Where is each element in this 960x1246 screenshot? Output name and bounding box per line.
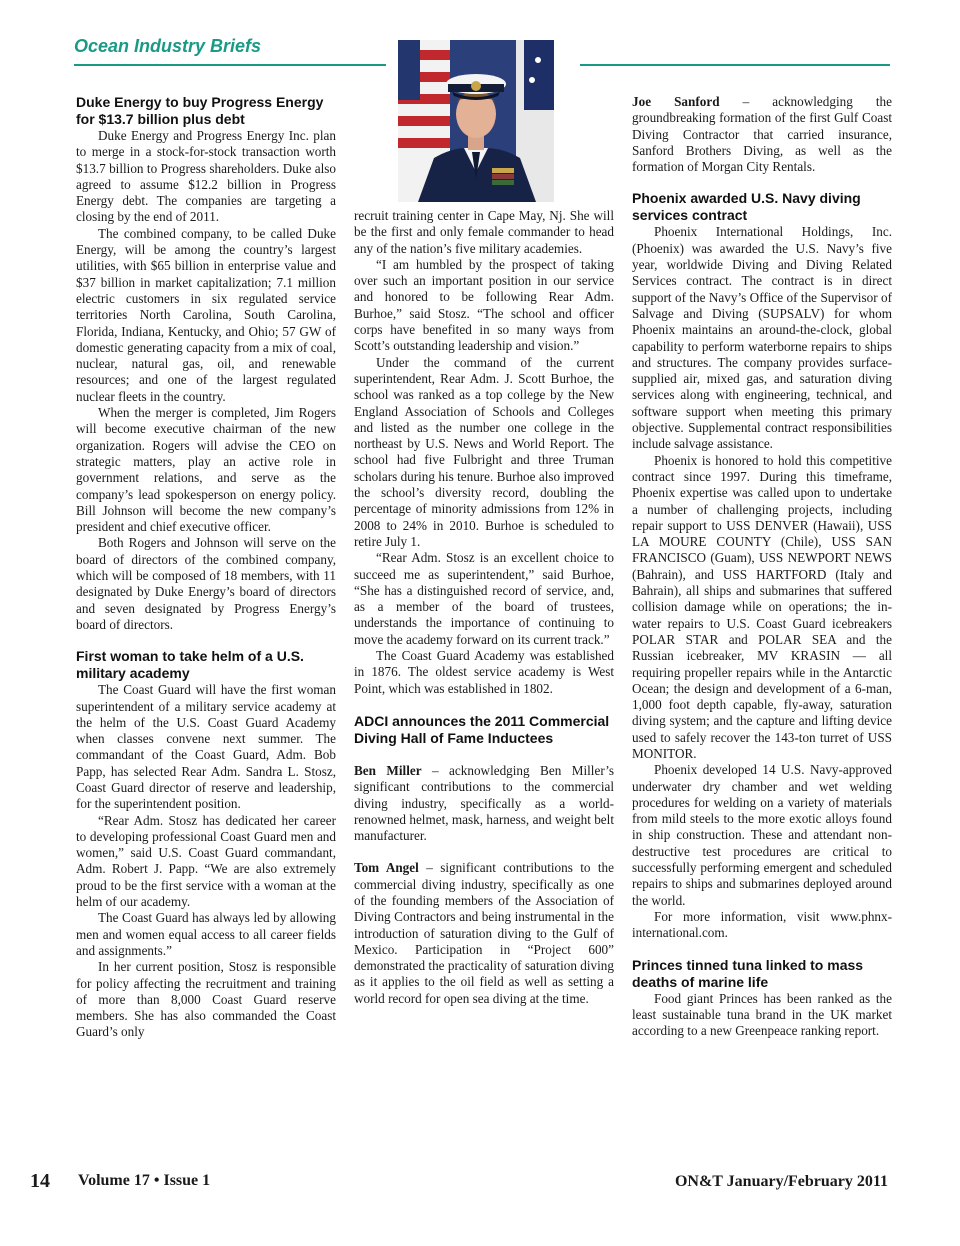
inductee-description: – acknowledging Ben Miller’s significant contributions to the commercial diving industry, specifically as a world-renowned helmet, mask, harness, and weight belt manufacturer.: [354, 762, 614, 844]
article-paragraph: Phoenix developed 14 U.S. Navy-approved underwater dry chamber and wet welding procedures for welding on a variety of materials from mild steels to the more exotic alloys found in ship construction. These and attendant non-destructive test procedures are critical to successfully performing emergent and scheduled repairs to ships and submarines deployed around the world.: [632, 762, 892, 908]
article-paragraph: In her current position, Stosz is responsible for policy affecting the recruitment and training of more than 8,000 Coast Guard reserve members. She has also commanded the Coast Guard’s only: [76, 959, 336, 1040]
volume-issue: Volume 17 • Issue 1: [78, 1172, 211, 1189]
article-paragraph: “Rear Adm. Stosz has dedicated her career to developing professional Coast Guard men and women,” said U.S. Coast Guard commandant, Adm. Robert J. Papp. “We are also extremely proud to be the first service with a woman at the helm of our academy.: [76, 812, 336, 910]
article-paragraph: The Coast Guard Academy was established in 1876. The oldest service academy is West Point, which was established in 1802.: [354, 648, 614, 696]
headline-coast-guard: First woman to take helm of a U.S. military academy: [76, 648, 304, 682]
portrait-illustration: [398, 40, 554, 202]
page-number: 14: [30, 1170, 50, 1192]
article-paragraph: Phoenix International Holdings, Inc. (Phoenix) was awarded the U.S. Navy’s five year, worldwide Diving and Diving Related Services contract. The contract is in direct support of the Navy’s Office of the Supervisor of Salvage and Diving (SUPSALV) for whom Phoenix maintains an around-the-clock, global capability to perform waterborne repairs to ships and structures. The company provides surface-supplied air, mixed gas, and saturation diving services along with engineering, technical, and software support when meeting this primary objective. Supplemental contract responsibilities include salvage assistance.: [632, 224, 892, 452]
header-rule-left: [74, 64, 386, 66]
column-3: [632, 94, 892, 1039]
article-paragraph: Both Rogers and Johnson will serve on the board of directors of the combined company, which will be composed of 18 members, with 11 designated by Duke Energy’s board of directors and seven designated by Progress Energy’s board of directors.: [76, 535, 336, 632]
inductee-name: Tom Angel: [354, 860, 419, 876]
headline-princes-tuna: Princes tinned tuna linked to mass deaths of marine life: [632, 956, 864, 990]
article-paragraph: When the merger is completed, Jim Rogers will become executive chairman of the new organization. Rogers will advise the CEO on strategic matters, play an active role in government relations, and serve as the company’s lead spokesperson on energy policy. Bill Johnson will become the new company’s president and chief executive officer.: [76, 405, 336, 535]
section-title: Ocean Industry Briefs: [74, 36, 262, 56]
inductee-entry: [354, 763, 614, 844]
headline-phoenix: Phoenix awarded U.S. Navy diving services contract: [632, 190, 861, 224]
headline-duke-energy: Duke Energy to buy Progress Energy for $13.7 billion plus debt: [76, 94, 324, 127]
inductee-name: Ben Miller: [354, 762, 422, 778]
inductee-description: – acknowledging the groundbreaking formation of the first Gulf Coast Diving Contractor that carried insurance, Sanford Brothers Diving, as well as the formation of Morgan City Rentals.: [632, 94, 892, 175]
article-paragraph: The Coast Guard will have the first woman superintendent of a military service academy at the helm of the U.S. Coast Guard Academy when classes convene next summer. The commandant of the Coast Guard, Adm. Bob Papp, has selected Rear Adm. Sandra L. Stosz, Coast Guard director of reserve and leadership, for the superintendent position.: [76, 682, 336, 812]
column-2: [354, 208, 614, 1007]
article-paragraph: Food giant Princes has been ranked as the least sustainable tuna brand in the UK market according to a new Greenpeace ranking report.: [632, 990, 892, 1039]
portrait-photo: [398, 40, 554, 202]
column-1: [76, 94, 336, 1041]
inductee-description: – significant contributions to the commercial diving industry, specifically as one of the founding members of the Association of Diving Contractors and being instrumental in the introduction of saturation diving to the Gulf of Mexico. Participation in “Project 600” demonstrated the practicality of saturation diving as it applies to the oil field as well as setting a world record for open sea diving at the time.: [354, 860, 615, 1006]
article-paragraph: “I am humbled by the prospect of taking over such an important position in our service and honored to be following Rear Adm. Burhoe,” said Stosz. “The school and officer corps have benefited in so many ways from Scott’s outstanding leadership and vision.”: [354, 256, 614, 354]
article-paragraph: Under the command of the current superintendent, Rear Adm. J. Scott Burhoe, the school was ranked as a top college by the New England Association of Schools and Colleges and listed as the number one college in the northeast by U.S. News and World Report. The school had five Fulbright and three Truman scholars during his tenure. Burhoe also improved the school’s diversity record, doubling the percentage of minority admissions from 12% in 2008 to 24% in 2010. Burhoe is scheduled to retire July 1.: [354, 354, 614, 549]
article-paragraph: The Coast Guard has always led by allowing men and women equal access to all career fields and assignments.”: [76, 910, 336, 958]
header-rule-right: [580, 64, 890, 66]
article-paragraph: For more information, visit www.phnx-international.com.: [632, 908, 892, 941]
article-paragraph: The combined company, to be called Duke Energy, will be among the country’s largest utilities, with $65 billion in enterprise value and $37 billion in market capitalization; 7.1 million electric customers in six regulated service territories North Carolina, South Carolina, Florida, Indiana, Kentucky, and Ohio; 57 GW of domestic generating capacity from a mix of coal, nuclear, natural gas, oil, and renewable resources; and one of the largest regulated nuclear fleets in the country.: [76, 225, 336, 404]
article-paragraph: Duke Energy and Progress Energy Inc. plan to merge in a stock-for-stock transaction worth $13.7 billion to Progress shareholders. Duke also agreed to assume $12.2 billion in Progress Energy debt. The companies are targeting a closing by the end of 2011.: [76, 128, 336, 225]
inductee-name: Joe Sanford: [632, 94, 720, 109]
inductee-entry: [354, 860, 614, 1007]
headline-adci: ADCI announces the 2011 Commercial Diving Hall of Fame Inductees: [354, 712, 610, 746]
inductee-entry: [632, 94, 892, 175]
article-paragraph: recruit training center in Cape May, Nj. She will be the first and only female commander to head any of the nation’s five military academies.: [354, 208, 614, 256]
article-paragraph: “Rear Adm. Stosz is an excellent choice to succeed me as superintendent,” said Burhoe, “She has a distinguished record of service, and, as a member of the board of trustees, understands the importance of continuing to move the academy forward on its current track.”: [354, 550, 614, 647]
publication-date: ON&T January/February 2011: [674, 1173, 888, 1190]
article-paragraph: Phoenix is honored to hold this competitive contract since 1997. During this timeframe, Phoenix expertise was called upon to undertake a number of challenging projects, including repair support to USS DENVER (Hawaii), USS LA MOURE COUNTY (Chile), USS SAN FRANCISCO (Guam), USS NEWPORT NEWS (Bahrain), and USS HARTFORD (Italy and Bahrain), all ships and submarines that suffered collision damage while on operations; the in-water repairs to U.S. Coast Guard icebreakers POLAR STAR and POLAR SEA and the Russian icebreaker, MV KRASIN — all requiring propeller repairs while in the Antarctic Ocean; the design and development of a 6-man, 1,000 foot depth capable, fly-away, saturation diving system; and the capture and lifting device used to safely recover the 143-ton turret of USS MONITOR.: [632, 452, 892, 761]
